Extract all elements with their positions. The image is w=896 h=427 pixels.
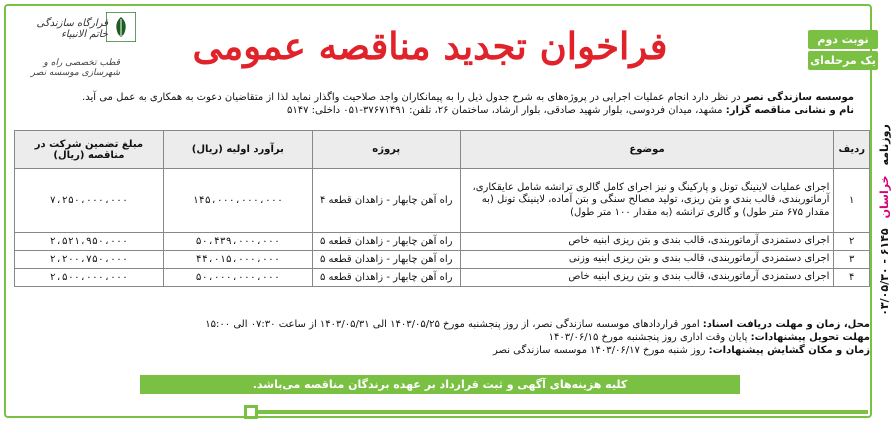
header-guarantee: مبلغ تضمین شرکت در مناقصه (ریال) — [15, 131, 164, 169]
table-row — [15, 233, 870, 251]
row-subject: اجرای دستمزدی آرماتوربندی، قالب بندی و بتن ریزی ابنیه وزنی — [460, 251, 834, 269]
row-number: ۴ — [834, 269, 870, 287]
row-number: ۱ — [834, 169, 870, 233]
submission-deadline-label: مهلت تحویل پیشنهادات: — [750, 332, 870, 343]
row-number: ۳ — [834, 251, 870, 269]
table-header-row — [15, 131, 870, 169]
row-guarantee: ۲،۲۰۰،۷۵۰،۰۰۰ — [15, 251, 164, 269]
round-badge: نوبت دوم — [808, 30, 878, 49]
opening-text: روز شنبه مورخ ۱۴۰۳/۰۶/۱۷ موسسه سازندگی نصر — [493, 345, 706, 356]
logo-text-secondary: قطب تخصصی راه و شهرسازی موسسه نصر — [30, 58, 120, 78]
intro-line-2 — [14, 105, 854, 118]
row-estimate: ۵۰،۰۰۰،۰۰۰،۰۰۰ — [163, 269, 312, 287]
address-label: نام و نشانی مناقصه گزار: — [725, 104, 854, 116]
iran-emblem-icon — [106, 12, 136, 42]
bottom-accent-bar — [258, 410, 868, 414]
opening-line — [14, 344, 870, 357]
row-project: راه آهن چابهار - زاهدان قطعه ۵ — [312, 269, 460, 287]
header-estimate: برآورد اولیه (ریال) — [163, 131, 312, 169]
newspaper-word: روزنامه — [877, 124, 891, 166]
newspaper-side-label — [874, 20, 894, 420]
submission-deadline-line — [14, 331, 870, 344]
table-row — [15, 269, 870, 287]
row-number: ۲ — [834, 233, 870, 251]
intro-paragraph — [14, 92, 854, 117]
row-project: راه آهن چابهار - زاهدان قطعه ۵ — [312, 233, 460, 251]
logo-text-primary: قرارگاه سازندگی خاتم الانبیاء — [36, 18, 108, 40]
organization-name: موسسه سازندگی نصر — [743, 92, 854, 103]
newspaper-code: ۶۱۴۵ - ۰۳/۰۵/۳۰ — [877, 228, 891, 316]
document-receipt-line — [14, 318, 870, 331]
organization-logo — [10, 8, 140, 88]
stage-badge: یک مرحله‌ای — [808, 51, 878, 70]
row-guarantee: ۲،۵۰۰،۰۰۰،۰۰۰ — [15, 269, 164, 287]
tender-table — [14, 130, 870, 287]
header-row-number: ردیف — [834, 131, 870, 169]
intro-text: در نظر دارد انجام عملیات اجرایی در پروژه‌های به شرح جدول ذیل را به پیمانکاران واجد صلاحیت واگذار نماید لذا از متقاضیان دعوت به همکاری به عمل می آید. — [82, 92, 741, 103]
row-estimate: ۱۴۵،۰۰۰،۰۰۰،۰۰۰ — [163, 169, 312, 233]
tender-badges — [808, 30, 878, 72]
table-row — [15, 169, 870, 233]
header-project: پروژه — [312, 131, 460, 169]
footer-note: کلیه هزینه‌های آگهی و ثبت قرارداد بر عهده برندگان مناقصه می‌باشد. — [140, 375, 740, 394]
intro-line-1 — [14, 92, 854, 105]
document-receipt-text: امور قراردادهای موسسه سازندگی نصر، از روز پنجشنبه مورخ ۱۴۰۳/۰۵/۲۵ الی ۱۴۰۳/۰۵/۳۱ از ساعت ۰۷:۳۰ الی ۱۵:۰۰ — [205, 319, 700, 330]
row-guarantee: ۲،۵۲۱،۹۵۰،۰۰۰ — [15, 233, 164, 251]
tender-details — [14, 318, 870, 357]
header-subject: موضوع — [460, 131, 834, 169]
submission-deadline-text: پایان وقت اداری روز پنجشنبه مورخ ۱۴۰۳/۰۶/۱۵ — [548, 332, 748, 343]
row-subject: اجرای عملیات لاینینگ تونل و پارکینگ و نیز اجرای کامل گالری ترانشه شامل عایقکاری، آرماتوربندی، قالب بندی و بتن ریزی، تولید مصالح سنگی و بتن آماده، لاینینگ تونل (به مقدار ۶۷۵ متر طول) و گالری ترانشه (به مقدار ۱۰۰ متر طول) — [460, 169, 834, 233]
document-receipt-label: محل، زمان و مهلت دریافت اسناد: — [702, 319, 870, 330]
row-subject: اجرای دستمزدی آرماتوربندی، قالب بندی و بتن ریزی ابنیه خاص — [460, 269, 834, 287]
notice-title: فراخوان تجدید مناقصه عمومی — [192, 24, 668, 68]
row-project: راه آهن چابهار - زاهدان قطعه ۴ — [312, 169, 460, 233]
table-row — [15, 251, 870, 269]
address-text: مشهد، میدان فردوسی، بلوار شهید صادقی، بلوار ارشاد، ساختمان ۲۶، تلفن: ۳۷۶۷۱۴۹۱-۰۵۱ داخلی: ۵۱۴۷ — [287, 104, 723, 116]
row-estimate: ۵۰،۴۳۹،۰۰۰،۰۰۰ — [163, 233, 312, 251]
newspaper-name: خراسان — [877, 175, 891, 219]
opening-label: زمان و مکان گشایش پیشنهادات: — [708, 345, 870, 356]
frame-corner-ornament — [244, 405, 258, 419]
row-guarantee: ۷،۲۵۰،۰۰۰،۰۰۰ — [15, 169, 164, 233]
row-project: راه آهن چابهار - زاهدان قطعه ۵ — [312, 251, 460, 269]
row-subject: اجرای دستمزدی آرماتوربندی، قالب بندی و بتن ریزی ابنیه خاص — [460, 233, 834, 251]
row-estimate: ۴۴،۰۱۵،۰۰۰،۰۰۰ — [163, 251, 312, 269]
